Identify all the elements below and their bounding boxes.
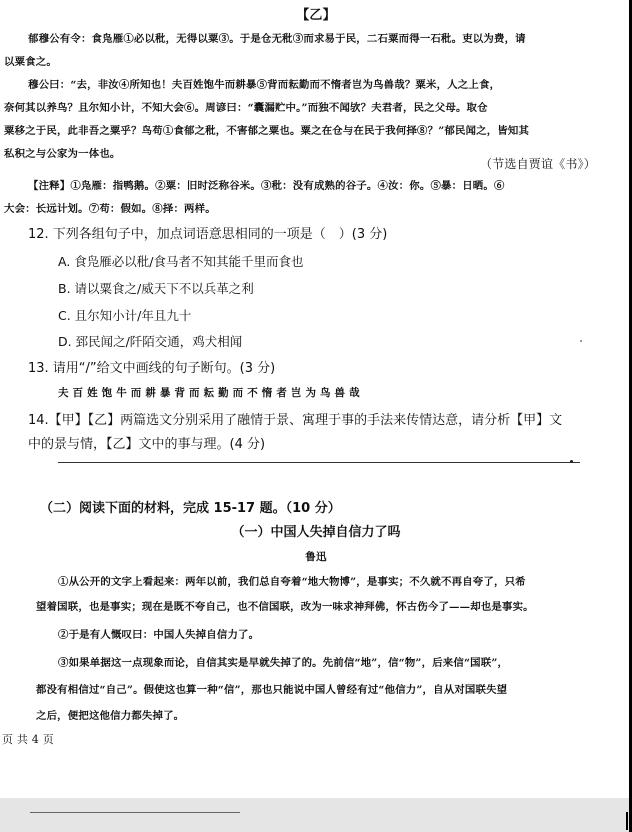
- article-paragraph-1b: 望着国联，也是事实；现在是既不夸自己，也不信国联，改为一味求神拜佛，怀古伤今了——却也是事实。: [36, 601, 534, 613]
- passage-b-note-2: 大会：长远计划。⑦苟：假如。⑧择：两样。: [4, 203, 216, 215]
- scan-speck: [580, 340, 582, 342]
- page-footer: 页 共 4 页: [2, 733, 54, 746]
- passage-b-source: （节选自贾谊《书》）: [480, 157, 597, 171]
- passage-b-heading: 【乙】: [296, 8, 336, 23]
- article-paragraph-3a: ③如果单据这一点现象而论，自信其实是早就失掉了的。先前信“地”，信“物”，后来信“国联”，: [58, 657, 509, 669]
- q12-stem: 12. 下列各组句子中，加点词语意思相同的一项是（ ）(3 分): [28, 227, 388, 242]
- scan-bottom-line: [30, 812, 240, 813]
- passage-b-line-5: 粟移之于民，此非吾之粟乎？鸟苟①食郁之秕，不害郁之粟也。粟之在仓与在民于我何择⑧？”郁民闻之，皆知其: [4, 125, 530, 137]
- answer-line-dot: [570, 460, 573, 463]
- q12-option-c: C. 且尔知小计/年且九十: [58, 308, 192, 323]
- passage-b-line-3: [28, 80, 500, 90]
- q12-option-d: D. 郅民闻之/阡陌交通，鸡犬相闻: [58, 334, 243, 349]
- section-2-heading: （二）阅读下面的材料，完成 15-17 题。（10 分）: [40, 501, 341, 516]
- scan-bottom-margin: [0, 798, 632, 832]
- passage-b-note-1: 【注释】①凫雁：指鸭鹅。②粟：旧时泛称谷米。③秕：没有成熟的谷子。④汝：你。⑤暴：日晒。⑥: [28, 180, 505, 192]
- passage-b-line-6: 私积之与公家为一体也。: [4, 148, 121, 160]
- answer-line: [58, 462, 580, 463]
- q12-option-b: B. 请以粟食之/威天下不以兵革之利: [58, 281, 254, 296]
- q14-stem-line-2: 中的景与情，【乙】文中的事与理。(4 分): [28, 437, 266, 452]
- passage-b-line-4: 奈何其以养鸟？且尔知小计，不知大会⑥。周谚曰：“囊漏贮中。”而独不闻欤？夫君者，民之父母。取仓: [4, 102, 488, 114]
- article-paragraph-3b: 都没有相信过“自己”。假使这也算一种“信”，那也只能说中国人曾经有过“他信力”，自从对国联失望: [36, 684, 508, 696]
- passage-b-line-1: 郁穆公有令：食凫雁①必以秕，无得以粟③。于是仓无秕③而求易于民，二石粟而得一石秕。吏以为费，请: [28, 33, 526, 45]
- passage-b-line-2: 以粟食之。: [4, 56, 57, 68]
- q14-stem-line-1: 14.【甲】【乙】两篇选文分别采用了融情于景、寓理于事的手法来传情达意，请分析【甲】文: [28, 413, 563, 428]
- q13-sentence: 夫 百 姓 饱 牛 而 耕 暴 背 而 耘 勤 而 不 惰 者 岂 为 鸟 兽 哉: [58, 387, 360, 399]
- passage-b-line-3-text: 穆公曰：“去，非汝④所知也！夫百姓饱牛而耕暴⑤背而耘勤而不惰者岂为鸟兽哉？粟米，人之上食，: [28, 79, 501, 91]
- article-paragraph-1a: ①从公开的文字上看起来：两年以前，我们总自夸着“地大物博”，是事实；不久就不再自夸了，只希: [58, 576, 526, 588]
- scan-right-tick: [626, 812, 628, 830]
- q12-option-a: A. 食凫雁必以秕/食马者不知其能千里而食也: [58, 254, 304, 269]
- article-paragraph-3c: 之后，便把这他信力都失掉了。: [36, 710, 185, 722]
- article-author: 鲁迅: [305, 551, 327, 563]
- q13-stem: 13. 请用“/”给文中画线的句子断句。(3 分): [28, 361, 276, 376]
- article-paragraph-2: ②于是有人慨叹曰：中国人失掉自信力了。: [58, 629, 260, 641]
- article-title: （一）中国人失掉自信力了吗: [231, 525, 401, 540]
